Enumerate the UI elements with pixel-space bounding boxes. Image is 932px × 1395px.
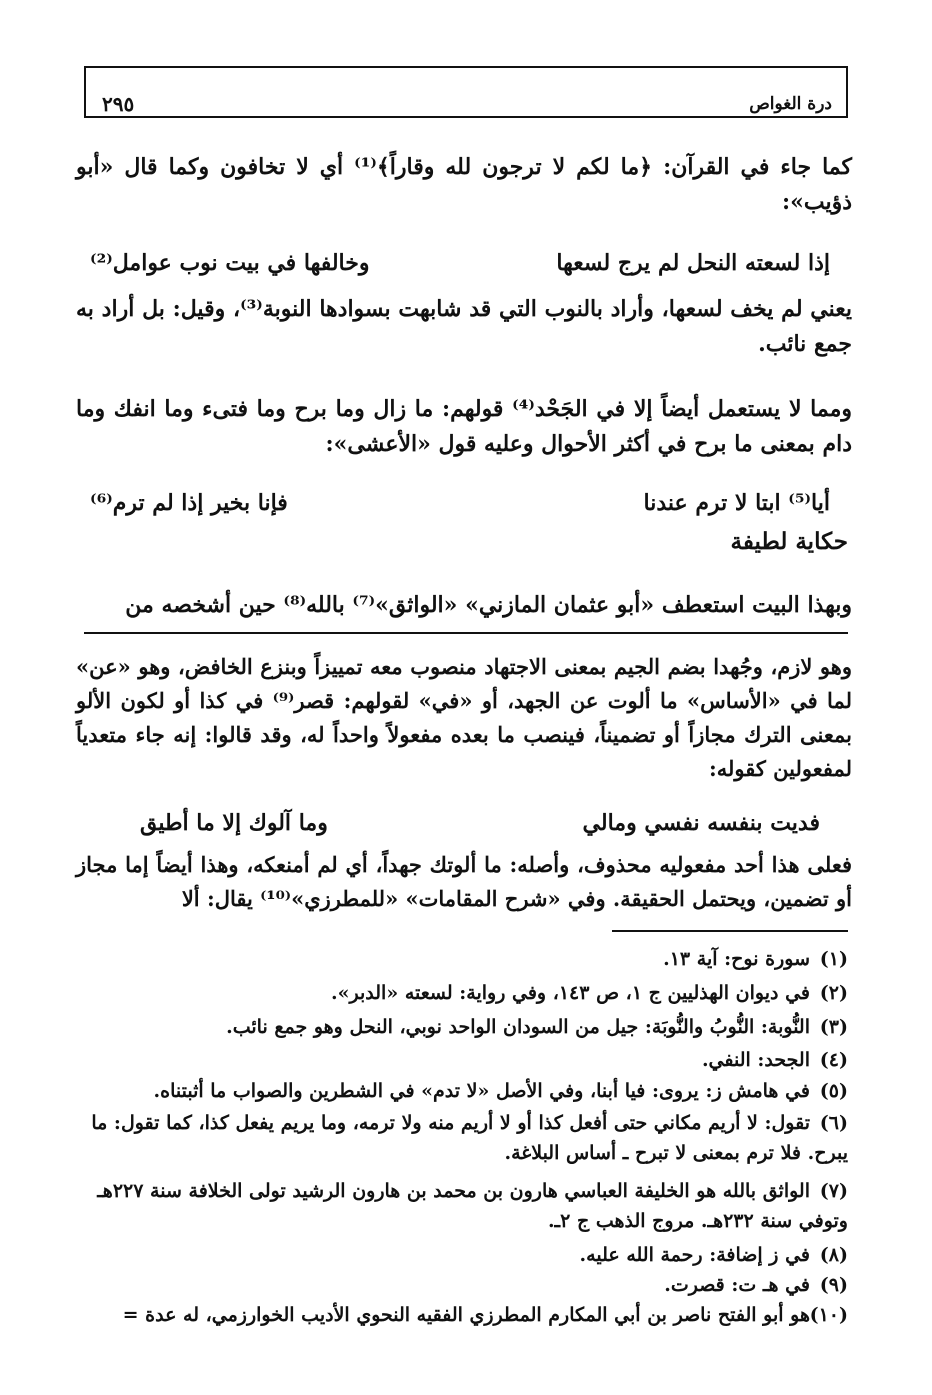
footnote-2 <box>70 978 848 1008</box>
footnote-number: (١٠) <box>809 1304 848 1326</box>
footnote-9 <box>70 1270 848 1300</box>
verse-2-second-hemistich: فإنا بخير إذا لم ترم⁽⁶⁾ <box>90 490 288 516</box>
header-title: درة الغواص <box>749 94 832 114</box>
footnote-text: في هـ ت: قصرت. <box>664 1274 810 1296</box>
verse-1-first-hemistich: إذا لسعته النحل لم يرج لسعها <box>556 250 830 276</box>
footnote-10 <box>70 1300 848 1330</box>
footnote-number: (٣) <box>819 1016 848 1038</box>
footnote-number: (٥) <box>819 1080 848 1102</box>
footnote-number: (٤) <box>819 1049 848 1071</box>
footnote-6 <box>70 1108 848 1168</box>
footnote-text: في هامش ز: يروى: فيا أبنا، وفي الأصل «لا تدم» في الشطرين والصواب ما أثبتناه. <box>153 1080 810 1102</box>
footnote-number: (٩) <box>819 1274 848 1296</box>
footnote-text: النُّوبة: النُّوبُ والنُّوبَة: جيل من السودان الواحد نوبي، النحل وهو جمع نائب. <box>226 1016 810 1038</box>
footnote-text: في ديوان الهذليين ج ١، ص ١٤٣، وفي رواية: لسعته «الدبر». <box>331 982 810 1004</box>
footnote-text: تقول: لا أريم مكاني حتى أفعل كذا أو لا أريم منه ولا ترمه، وما يريم يفعل كذا، كما تقول: ما يبرح. فلا ترم بمعنى لا تبرح ـ أساس البلاغة. <box>91 1112 848 1164</box>
footnote-number: (٢) <box>819 982 848 1004</box>
continuation-paragraph-2: فعلى هذا أحد مفعوليه محذوف، وأصله: ما ألوتك جهداً، أي لم أمنعكه، وهذا أيضاً إما مجاز أو تضمين، ويحتمل الحقيقة. وفي «شرح المقامات» «للمطرزي»⁽¹⁰⁾ يقال: ألا <box>76 852 852 911</box>
footnote-3 <box>70 1012 848 1042</box>
verse-3-first-hemistich: فديت بنفسه نفسي ومالي <box>582 810 820 836</box>
footnote-7 <box>70 1176 848 1236</box>
footnote-1 <box>70 944 848 974</box>
footnote-text: سورة نوح: آية ١٣. <box>663 948 810 970</box>
verse-2-first-hemistich: أيا⁽⁵⁾ ابتا لا ترم عندنا <box>643 490 830 516</box>
text-footnote-separator <box>84 632 848 634</box>
paragraph-2: يعني لم يخف لسعها، وأراد بالنوب التي قد شابهت بسوادها النوبة⁽³⁾، وقيل: بل أراد به جمع نائب. <box>76 296 852 357</box>
section-heading: حكاية لطيفة <box>730 528 848 555</box>
footnote-number: (١) <box>819 948 848 970</box>
footnote-number: (٨) <box>819 1244 848 1266</box>
footnote-text: هو أبو الفتح ناصر بن أبي المكارم المطرزي الفقيه النحوي الأديب الخوارزمي، له عدة = <box>122 1304 810 1326</box>
verse-1-second-hemistich: وخالفها في بيت نوب عوامل⁽²⁾ <box>90 250 370 276</box>
page-number: ٢٩٥ <box>102 92 135 116</box>
footnote-5 <box>70 1076 848 1106</box>
footnote-text: في ز إضافة: رحمة الله عليه. <box>579 1244 810 1266</box>
footnote-text: الواثق بالله هو الخليفة العباسي هارون بن محمد بن هارون الرشيد تولى الخلافة سنة ٢٢٧هـ وتوفي سنة ٢٣٢هـ. مروج الذهب ج ٢ـ. <box>97 1180 848 1232</box>
verse-2 <box>90 490 830 516</box>
verse-3-second-hemistich: وما آلوك إلا ما أطيق <box>140 810 328 836</box>
footnote-number: (٦) <box>819 1112 848 1134</box>
footnote-8 <box>70 1240 848 1270</box>
verse-1 <box>90 250 830 276</box>
verse-3 <box>140 810 820 836</box>
paragraph-4: وبهذا البيت استعطف «أبو عثمان المازني» «الواثق»⁽⁷⁾ بالله⁽⁸⁾ حين أشخصه من <box>125 592 852 618</box>
running-header <box>84 66 848 118</box>
continuation-paragraph-1: وهو لازم، وجُهدا بضم الجيم بمعنى الاجتهاد منصوب معه تمييزاً وبنزع الخافض، وهو «عن» لما في «الأساس» ما ألوت عن الجهد، أو «في» لقولهم: قصر⁽⁹⁾ في كذا أو لكون الألو بمعنى الترك مجازاً أو تضميناً، فينصب ما بعده مفعولاً واحداً له، وقد قالوا: إنه جاء متعدياً لمفعولين كقوله: <box>76 654 852 781</box>
paragraph-3: ومما لا يستعمل أيضاً إلا في الجَحْد⁽⁴⁾ قولهم: ما زال وما برح وما فتىء وما انفك وما دام بمعنى ما برح في أكثر الأحوال وعليه قول «الأعشى»: <box>76 396 852 457</box>
footnote-rule <box>612 930 848 932</box>
paragraph-1: كما جاء في القرآن: ﴿ما لكم لا ترجون لله وقاراً﴾⁽¹⁾ أي لا تخافون وكما قال «أبو ذؤيب»: <box>76 154 852 215</box>
footnote-text: الجحد: النفي. <box>701 1049 810 1071</box>
footnote-4 <box>70 1045 848 1075</box>
footnote-number: (٧) <box>819 1180 848 1202</box>
